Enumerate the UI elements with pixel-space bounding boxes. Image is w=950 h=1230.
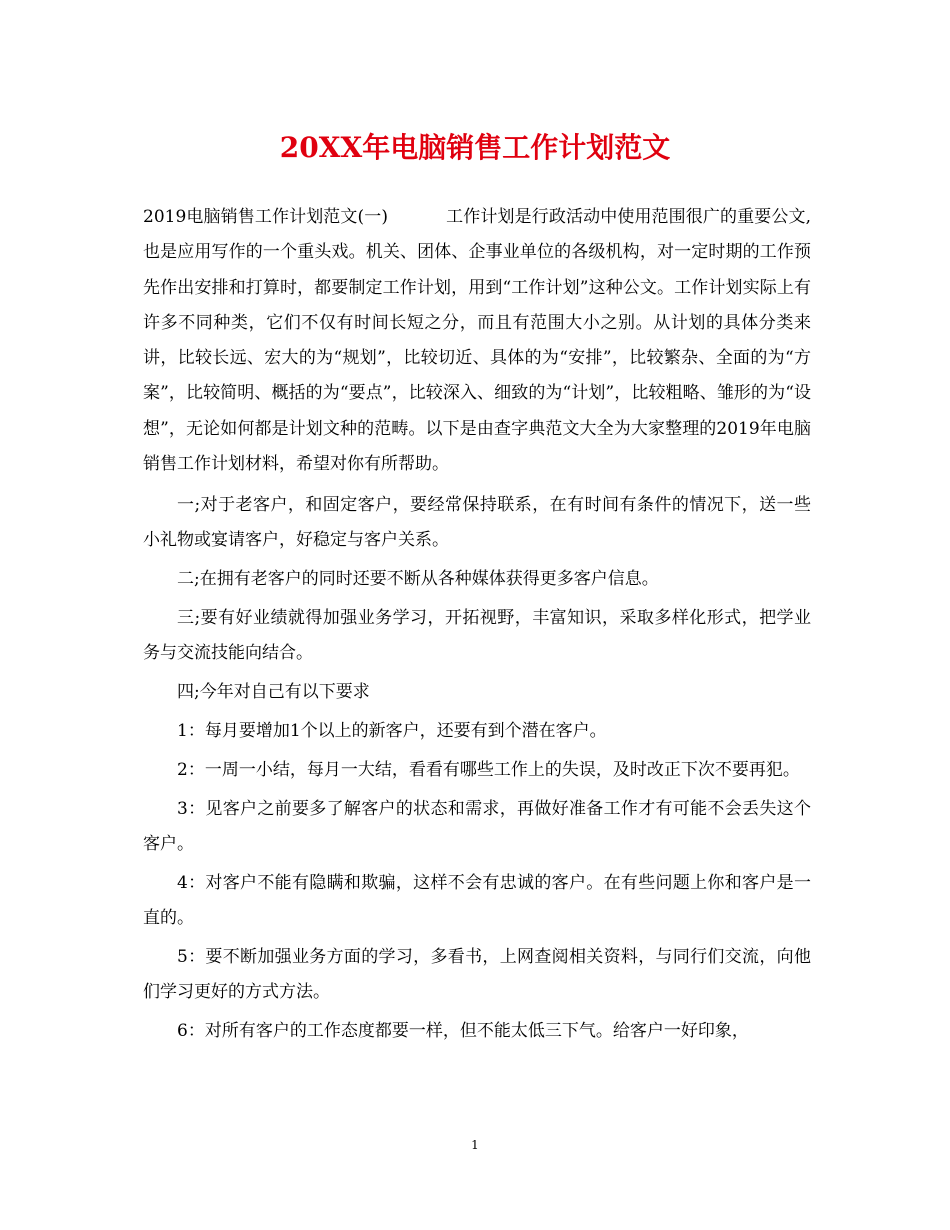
intro-body: 工作计划是行政活动中使用范围很广的重要公文,也是应用写作的一个重头戏。机关、团体、企事业单位的各级机构，对一定时期的工作预先作出安排和打算时，都要制定工作计划，用到“工作计划”这种公文。工作计划实际上有许多不同种类，它们不仅有时间长短之分，而且有范围大小之别。从计划的具体分类来讲，比较长远、宏大的为“规划”，比较切近、具体的为“安排”，比较繁杂、全面的为“方案”，比较简明、概括的为“要点”，比较深入、细致的为“计划”，比较粗略、雏形的为“设想”，无论如何都是计划文种的范畴。以下是由查字典范文大全为大家整理的2019年电脑销售工作计划材料，希望对你有所帮助。: [143, 207, 812, 475]
paragraph-item-1: 一;对于老客户，和固定客户，要经常保持联系，在有时间有条件的情况下，送一些小礼物或宴请客户，好稳定与客户关系。: [143, 495, 811, 551]
intro-heading: 2019电脑销售工作计划范文(一): [143, 207, 389, 227]
paragraph-item-4: 四;今年对自己有以下要求: [177, 682, 370, 703]
document-title: 20XX年电脑销售工作计划范文: [279, 131, 671, 164]
paragraph-item-9: 5：要不断加强业务方面的学习，多看书，上网查阅相关资料，与同行们交流，向他们学习更好的方式方法。: [143, 947, 811, 1003]
paragraph-item-7: 3：见客户之前要多了解客户的状态和需求，再做好准备工作才有可能不会丢失这个客户。: [143, 799, 811, 855]
intro-paragraph: [143, 200, 811, 482]
page-number: 1: [471, 1138, 479, 1152]
paragraph-item-2: 二;在拥有老客户的同时还要不断从各种媒体获得更多客户信息。: [177, 569, 659, 590]
paragraph-item-5: 1：每月要增加1个以上的新客户，还要有到个潜在客户。: [177, 721, 607, 742]
paragraph-item-8: 4：对客户不能有隐瞒和欺骗，这样不会有忠诚的客户。在有些问题上你和客户是一直的。: [143, 873, 811, 929]
paragraph-item-3: 三;要有好业绩就得加强业务学习，开拓视野，丰富知识，采取多样化形式，把学业务与交流技能向结合。: [143, 608, 811, 664]
document-body: [143, 200, 811, 1049]
paragraph-item-6: 2：一周一小结，每月一大结，看看有哪些工作上的失误，及时改正下次不要再犯。: [177, 760, 800, 781]
paragraph-item-10: 6：对所有客户的工作态度都要一样，但不能太低三下气。给客户一好印象，: [177, 1021, 749, 1042]
